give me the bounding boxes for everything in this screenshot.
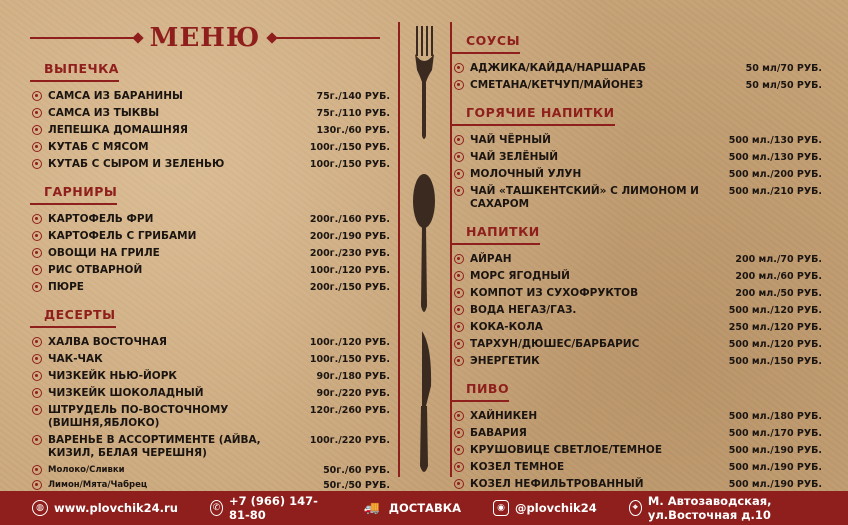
menu-item-price: 500 мл./210 РУБ. (728, 186, 822, 197)
menu-item (452, 168, 822, 181)
bullet-icon (454, 135, 464, 145)
bullet-icon (32, 435, 42, 445)
menu-item (452, 355, 822, 368)
menu-item-name: АДЖИКА/КАЙДА/НАРШАРАБ (470, 62, 647, 74)
menu-item-name: КАРТОФЕЛЬ С ГРИБАМИ (48, 230, 197, 242)
menu-item-price: 130г./60 РУБ. (316, 125, 390, 136)
menu-item-price: 200г./150 РУБ. (309, 282, 390, 293)
footer-delivery (361, 500, 461, 516)
bullet-icon (32, 354, 42, 364)
footer-address (629, 494, 848, 522)
menu-item-price: 50 мл/50 РУБ. (745, 80, 822, 91)
bullet-icon (454, 462, 464, 472)
menu-item (452, 461, 822, 474)
menu-item-name: ОВОЩИ НА ГРИЛЕ (48, 247, 160, 259)
knife-icon (420, 331, 431, 472)
menu-item-name: Лимон/Мята/Чабрец (48, 480, 148, 490)
bullet-icon (32, 214, 42, 224)
menu-item-price: 500 мл./120 РУБ. (728, 305, 822, 316)
menu-item-name: АЙРАН (470, 253, 512, 265)
menu-item (30, 464, 390, 477)
menu-item-name: Молоко/Сливки (48, 465, 125, 475)
instagram-handle[interactable]: @plovchik24 (515, 501, 597, 515)
globe-icon: ◍ (32, 500, 48, 516)
menu-item-name: ЧАЙ ЗЕЛЁНЫЙ (470, 151, 559, 163)
menu-item-name: КОКА-КОЛА (470, 321, 543, 333)
menu-item-name: ХАЙНИКЕН (470, 410, 538, 422)
phone-icon: ✆ (210, 500, 223, 516)
bullet-icon (454, 288, 464, 298)
section-heading: ПИВО (452, 378, 509, 402)
location-pin-icon: ⌖ (629, 500, 642, 516)
menu-item-price: 200г./230 РУБ. (309, 248, 390, 259)
menu-item-name: КАРТОФЕЛЬ ФРИ (48, 213, 154, 225)
menu-item-price: 120г./260 РУБ. (309, 405, 390, 416)
menu-item-price: 100г./120 РУБ. (309, 337, 390, 348)
bullet-icon (32, 248, 42, 258)
menu-item (452, 134, 822, 147)
menu-item-price: 500 мл./180 РУБ. (728, 411, 822, 422)
menu-item-price: 100г./150 РУБ. (309, 354, 390, 365)
menu-item-name: ВАРЕНЬЕ В АССОРТИМЕНТЕ (АЙВА, КИЗИЛ, БЕЛАЯ ЧЕРЕШНЯ) (48, 434, 261, 459)
menu-item-price: 100г./120 РУБ. (309, 265, 390, 276)
menu-item-price: 200 мл./60 РУБ. (735, 271, 822, 282)
website-link[interactable]: www.plovchik24.ru (54, 501, 178, 515)
instagram-icon: ◉ (493, 500, 509, 516)
menu-item-price: 50г./50 РУБ. (323, 480, 390, 491)
menu-item (452, 270, 822, 283)
menu-item-name: ШТРУДЕЛЬ ПО-ВОСТОЧНОМУ (ВИШНЯ,ЯБЛОКО) (48, 404, 229, 429)
utensils-illustration (404, 26, 446, 476)
right-menu-column (452, 24, 822, 495)
bullet-icon (32, 265, 42, 275)
menu-item (452, 185, 822, 211)
menu-item-price: 50 мл/70 РУБ. (745, 63, 822, 74)
menu-item-price: 75г./140 РУБ. (316, 91, 390, 102)
menu-item (30, 264, 390, 277)
menu-item (30, 247, 390, 260)
menu-item-name: ХАЛВА ВОСТОЧНАЯ (48, 336, 167, 348)
menu-item-price: 100г./150 РУБ. (309, 159, 390, 170)
menu-item (452, 304, 822, 317)
menu-item-price: 500 мл./190 РУБ. (728, 445, 822, 456)
menu-item-price: 200г./160 РУБ. (309, 214, 390, 225)
bullet-icon (32, 159, 42, 169)
menu-item-name: ЛЕПЕШКА ДОМАШНЯЯ (48, 124, 188, 136)
menu-item (452, 79, 822, 92)
menu-item-name: МОЛОЧНЫЙ УЛУН (470, 168, 582, 180)
bullet-icon (454, 271, 464, 281)
menu-item-name: КОЗЕЛ НЕФИЛЬТРОВАННЫЙ (470, 478, 644, 490)
menu-item (30, 336, 390, 349)
bullet-icon (454, 186, 464, 196)
menu-item (30, 107, 390, 120)
section-heading: СОУСЫ (452, 30, 520, 54)
menu-item-price: 500 мл./120 РУБ. (728, 339, 822, 350)
menu-item-price: 500 мл./190 РУБ. (728, 462, 822, 473)
menu-item (452, 410, 822, 423)
menu-item (30, 158, 390, 171)
bullet-icon (32, 282, 42, 292)
menu-item-name: ПЮРЕ (48, 281, 84, 293)
menu-item (30, 90, 390, 103)
menu-item-name: ЭНЕРГЕТИК (470, 355, 540, 367)
menu-item-price: 200 мл./70 РУБ. (735, 254, 822, 265)
fork-icon (415, 26, 434, 139)
menu-item-name: РИС ОТВАРНОЙ (48, 264, 143, 276)
menu-item-price: 50г./60 РУБ. (323, 465, 390, 476)
bullet-icon (32, 142, 42, 152)
footer-bar (0, 491, 848, 525)
bullet-icon (454, 339, 464, 349)
bullet-icon (32, 388, 42, 398)
section-heading: ВЫПЕЧКА (30, 58, 119, 82)
menu-item (452, 151, 822, 164)
bullet-icon (454, 356, 464, 366)
menu-item-name: ЧИЗКЕЙК НЬЮ-ЙОРК (48, 370, 177, 382)
bullet-icon (32, 125, 42, 135)
menu-item (30, 124, 390, 137)
menu-item (452, 287, 822, 300)
menu-item-price: 200г./190 РУБ. (309, 231, 390, 242)
section-heading: ГАРНИРЫ (30, 181, 117, 205)
address-text: М. Автозаводская, ул.Восточная д.10 (647, 494, 772, 522)
menu-item-price: 250 мл./120 РУБ. (728, 322, 822, 333)
menu-item (30, 353, 390, 366)
column-divider-left (398, 22, 400, 477)
menu-item (452, 338, 822, 351)
page-title: МЕНЮ (149, 23, 261, 53)
menu-item-price: 100г./150 РУБ. (309, 142, 390, 153)
menu-item (30, 370, 390, 383)
menu-item-name: КУТАБ С МЯСОМ (48, 141, 149, 153)
menu-item (452, 62, 822, 75)
menu-item-price: 90г./180 РУБ. (316, 371, 390, 382)
menu-item (30, 404, 390, 430)
bullet-icon (32, 480, 42, 490)
bullet-icon (32, 405, 42, 415)
menu-item-price: 90г./220 РУБ. (316, 388, 390, 399)
bullet-icon (32, 91, 42, 101)
section-heading: ГОРЯЧИЕ НАПИТКИ (452, 102, 615, 126)
bullet-icon (454, 445, 464, 455)
menu-item-name: ВОДА НЕГАЗ/ГАЗ. (470, 304, 577, 316)
bullet-icon (454, 428, 464, 438)
delivery-label: ДОСТАВКА (388, 501, 462, 515)
footer-website[interactable] (32, 500, 178, 516)
menu-item-name: ЧИЗКЕЙК ШОКОЛАДНЫЙ (48, 387, 204, 399)
section-heading: НАПИТКИ (452, 221, 540, 245)
section-heading: ДЕСЕРТЫ (30, 304, 116, 328)
menu-item-name: КУТАБ С СЫРОМ И ЗЕЛЕНЬЮ (48, 158, 225, 170)
menu-item-price: 100г./220 РУБ. (309, 435, 390, 446)
bullet-icon (454, 152, 464, 162)
bullet-icon (454, 169, 464, 179)
menu-item-price: 500 мл./170 РУБ. (728, 428, 822, 439)
menu-item-price: 200 мл./50 РУБ. (735, 288, 822, 299)
menu-item-price: 500 мл./130 РУБ. (728, 135, 822, 146)
bullet-icon (454, 254, 464, 264)
menu-item-name: САМСА ИЗ БАРАНИНЫ (48, 90, 183, 102)
menu-item (30, 434, 390, 460)
menu-item-price: 500 мл./130 РУБ. (728, 152, 822, 163)
bullet-icon (454, 322, 464, 332)
truck-icon: 🚚 (363, 500, 380, 516)
menu-item (30, 387, 390, 400)
bullet-icon (32, 465, 42, 475)
menu-item-price: 500 мл./200 РУБ. (728, 169, 822, 180)
bullet-icon (32, 108, 42, 118)
menu-item (452, 253, 822, 266)
menu-item (452, 444, 822, 457)
menu-item-name: СМЕТАНА/КЕТЧУП/МАЙОНЕЗ (470, 79, 644, 91)
bullet-icon (454, 411, 464, 421)
footer-instagram[interactable] (493, 500, 597, 516)
menu-item-name: САМСА ИЗ ТЫКВЫ (48, 107, 160, 119)
menu-item (30, 213, 390, 226)
menu-item (30, 141, 390, 154)
bullet-icon (32, 371, 42, 381)
bullet-icon (32, 231, 42, 241)
menu-item-name: КРУШОВИЦЕ СВЕТЛОЕ/ТЕМНОЕ (470, 444, 662, 456)
menu-item-name: КОЗЕЛ ТЕМНОЕ (470, 461, 565, 473)
menu-item-name: ЧАЙ ЧЁРНЫЙ (470, 134, 551, 146)
menu-item (452, 427, 822, 440)
menu-item-name: БАВАРИЯ (470, 427, 527, 439)
title-flourish-right (272, 37, 380, 39)
bullet-icon (454, 305, 464, 315)
menu-item-price: 75г./110 РУБ. (316, 108, 390, 119)
menu-item-name: МОРС ЯГОДНЫЙ (470, 270, 570, 282)
menu-item-name: ТАРХУН/ДЮШЕС/БАРБАРИС (470, 338, 640, 350)
menu-item-name: КОМПОТ ИЗ СУХОФРУКТОВ (470, 287, 639, 299)
menu-item-name: ЧАЙ «ТАШКЕНТСКИЙ» С ЛИМОНОМ И САХАРОМ (470, 185, 699, 210)
bullet-icon (454, 479, 464, 489)
menu-item-price: 500 мл./150 РУБ. (728, 356, 822, 367)
spoon-icon (413, 174, 435, 312)
bullet-icon (454, 80, 464, 90)
bullet-icon (454, 63, 464, 73)
menu-item (30, 230, 390, 243)
bullet-icon (32, 337, 42, 347)
title-flourish-left (30, 37, 138, 39)
menu-item (30, 281, 390, 294)
menu-item (452, 321, 822, 334)
left-menu-column (30, 52, 390, 494)
menu-title-block (30, 20, 380, 56)
menu-item-price: 500 мл./190 РУБ. (728, 479, 822, 490)
phone-number[interactable]: +7 (966) 147-81-80 (229, 494, 318, 522)
menu-item-name: ЧАК-ЧАК (48, 353, 103, 365)
footer-phone[interactable] (210, 494, 329, 522)
menu-item (452, 478, 822, 491)
